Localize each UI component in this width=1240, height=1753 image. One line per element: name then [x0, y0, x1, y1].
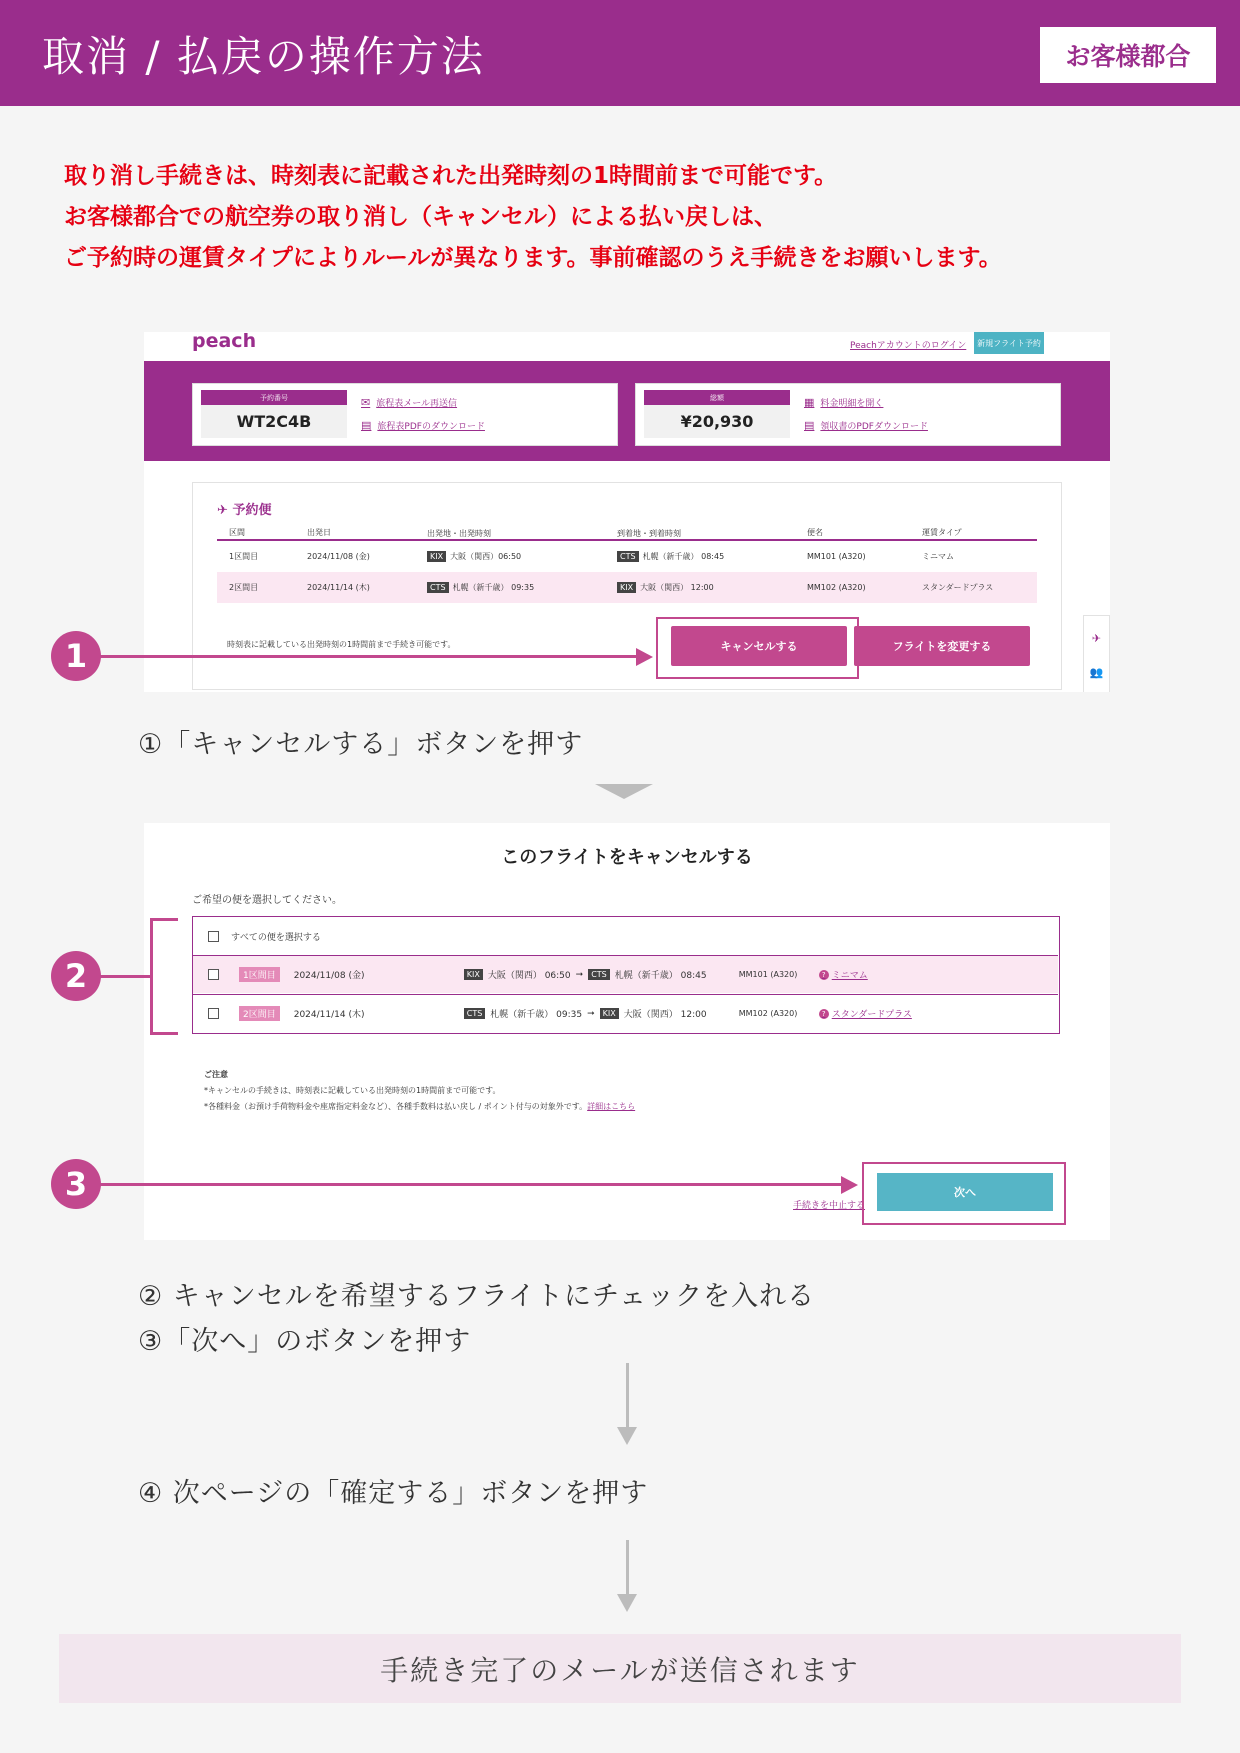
fare-cell: スタンダードプラス — [922, 583, 994, 592]
resend-itinerary-link[interactable] — [361, 396, 457, 409]
arrow-down-icon — [617, 1594, 637, 1612]
step-2-badge: 2 — [51, 951, 101, 1001]
column-header: 運賃タイプ — [922, 528, 962, 537]
column-header: 出発日 — [307, 528, 331, 537]
step-1-badge: 1 — [51, 631, 101, 681]
selection-bracket — [150, 918, 178, 1035]
note-item: *キャンセルの手続きは、時刻表に記載している出発時刻の1時間前まで可能です。 — [204, 1086, 501, 1095]
flight-checkbox[interactable] — [208, 969, 219, 980]
airport-code: CTS — [588, 969, 610, 980]
receipt-pdf-link[interactable] — [804, 419, 928, 432]
booking-number-value: WT2C4B — [201, 405, 347, 438]
airport-code: CTS — [617, 551, 639, 562]
airport-code: KIX — [464, 969, 483, 980]
flight-checkbox[interactable] — [208, 1008, 219, 1019]
route-cell: KIX 大阪（関西） 06:50 ➞ CTS 札幌（新千歳） 08:45 — [464, 968, 739, 981]
cancel-notes — [204, 1067, 635, 1115]
column-header: 区間 — [229, 528, 245, 537]
segment-tag: 1区間目 — [239, 967, 280, 982]
flow-arrow — [626, 1540, 629, 1595]
deadline-note: 時刻表に記載している出発時刻の1時間前まで手続き可能です。 — [227, 640, 456, 649]
help-icon: ? — [819, 1009, 829, 1019]
fare-link[interactable]: ? スタンダードプラス — [819, 1007, 912, 1020]
airport-code: CTS — [427, 582, 449, 593]
step-3-caption: ③「次へ」のボタンを押す — [138, 1326, 472, 1357]
segment-tag: 2区間目 — [239, 1006, 280, 1021]
table-row — [217, 541, 1037, 572]
intro-notice — [64, 156, 1002, 279]
step-2-caption: ② キャンセルを希望するフライトにチェックを入れる — [138, 1281, 816, 1312]
table-header — [217, 527, 1037, 541]
pointer-line — [99, 1183, 841, 1186]
route-cell: CTS 札幌（新千歳） 09:35 ➞ KIX 大阪（関西） 12:00 — [464, 1007, 739, 1020]
intro-line: ご予約時の運賃タイプによりルールが異なります。事前確認のうえ手続きをお願いします。 — [64, 245, 1002, 271]
step-3-badge: 3 — [51, 1159, 101, 1209]
receipt-icon: ▦ — [804, 396, 815, 409]
arrow-right-icon: ➞ — [587, 1008, 595, 1019]
arrow-down-icon — [617, 1427, 637, 1445]
pointer-line — [99, 655, 636, 658]
link-label: 料金明細を開く — [820, 399, 884, 409]
plane-icon: ✈ — [217, 503, 228, 518]
fare-cell: ミニマム — [922, 552, 954, 561]
flight-cell: MM102 (A320) — [738, 1009, 798, 1018]
booking-detail-screenshot — [144, 332, 1110, 692]
date-cell: 2024/11/08 (金) — [293, 971, 365, 981]
segment-cell: 2区間目 — [229, 583, 259, 592]
departure-cell: CTS 札幌（新千歳） 09:35 — [427, 582, 617, 593]
next-button-highlight — [862, 1162, 1066, 1225]
new-booking-button[interactable]: 新規フライト予約 — [974, 332, 1044, 354]
arrow-right-icon: ➞ — [575, 969, 584, 980]
side-tab[interactable] — [1083, 615, 1110, 692]
people-icon: 👥 — [1089, 666, 1104, 679]
reservation-title: ✈ 予約便 — [217, 503, 272, 518]
flight-row[interactable] — [193, 994, 1058, 1032]
arrival-cell: CTS 札幌（新千歳） 08:45 — [617, 551, 807, 562]
details-link[interactable]: 詳細はこちら — [587, 1102, 636, 1111]
intro-line: 取り消し手続きは、時刻表に記載された出発時刻の1時間前まで可能です。 — [64, 163, 838, 189]
total-amount-card — [635, 383, 1061, 446]
flight-selection-list — [192, 916, 1060, 1034]
cancel-button[interactable]: キャンセルする — [671, 626, 847, 666]
total-value: ¥20,930 — [644, 405, 790, 438]
flight-cell: MM101 (A320) — [738, 970, 798, 979]
category-badge: お客様都合 — [1040, 27, 1216, 83]
booking-number-label: 予約番号 — [201, 390, 347, 405]
flight-row[interactable] — [193, 955, 1058, 993]
mail-icon: ✉ — [361, 396, 371, 409]
notes-heading: ご注意 — [204, 1070, 228, 1079]
select-all-row[interactable] — [193, 917, 1058, 955]
intro-line: お客様都合での航空券の取り消し（キャンセル）による払い戻しは、 — [64, 204, 777, 230]
cancel-button-highlight — [656, 617, 859, 679]
link-label: 旅程表メール再送信 — [376, 399, 458, 409]
pointer-arrowhead — [841, 1176, 858, 1194]
reservation-panel — [192, 482, 1062, 690]
airport-code: CTS — [464, 1008, 486, 1019]
fare-details-link[interactable] — [804, 396, 883, 409]
booking-number-card — [192, 383, 618, 446]
peach-logo: peach — [192, 332, 257, 352]
completion-message: 手続き完了のメールが送信されます — [59, 1634, 1181, 1703]
link-label: 旅程表PDFのダウンロード — [377, 422, 485, 432]
airport-code: KIX — [617, 582, 636, 593]
date-cell: 2024/11/14 (木) — [293, 1010, 365, 1020]
login-link[interactable]: Peachアカウントのログイン — [850, 341, 967, 351]
note-item: *各種料金（お預け手荷物料金や座席指定料金など）、各種手数料は払い戻し / ポイント付与の対象外です。詳細はこちら — [204, 1102, 636, 1111]
pointer-arrowhead — [636, 648, 653, 666]
step-4-caption: ④ 次ページの「確定する」ボタンを押す — [138, 1478, 649, 1509]
help-icon: ? — [819, 970, 829, 980]
page-title: 取消 / 払戻の操作方法 — [42, 32, 485, 81]
document-icon: ▤ — [804, 419, 815, 432]
column-header: 便名 — [807, 528, 823, 537]
airport-code: KIX — [427, 551, 446, 562]
reservation-table — [217, 527, 1037, 603]
total-label: 総額 — [644, 390, 790, 405]
arrival-cell: KIX 大阪（関西） 12:00 — [617, 582, 807, 593]
segment-cell: 1区間目 — [229, 552, 259, 561]
plane-icon: ✈ — [1091, 632, 1102, 645]
flight-cell: MM101 (A320) — [807, 552, 866, 561]
table-row — [217, 572, 1037, 603]
itinerary-pdf-link[interactable] — [361, 419, 485, 432]
link-label: 領収書のPDFダウンロード — [820, 422, 928, 432]
select-all-label: すべての便を選択する — [231, 932, 321, 943]
abort-procedure-link[interactable]: 手続きを中止する — [793, 1201, 866, 1211]
column-header: 出発地・出発時刻 — [427, 528, 491, 538]
cancel-dialog-title: このフライトをキャンセルする — [501, 847, 753, 868]
next-button[interactable]: 次へ — [877, 1173, 1053, 1211]
chevron-down-icon — [595, 784, 653, 799]
change-flight-button[interactable]: フライトを変更する — [854, 626, 1030, 666]
step-1-caption: ①「キャンセルする」ボタンを押す — [138, 729, 584, 760]
flight-cell: MM102 (A320) — [807, 583, 866, 592]
column-header: 到着地・到着時刻 — [617, 528, 681, 538]
page-header — [0, 0, 1240, 106]
date-cell: 2024/11/08 (金) — [307, 552, 370, 561]
date-cell: 2024/11/14 (木) — [307, 583, 370, 592]
document-icon: ▤ — [361, 419, 372, 432]
fare-link[interactable]: ? ミニマム — [819, 968, 868, 981]
departure-cell: KIX 大阪（関西）06:50 — [427, 551, 617, 562]
pointer-line — [99, 975, 151, 978]
flow-arrow — [626, 1363, 629, 1428]
airport-code: KIX — [600, 1008, 619, 1019]
select-all-checkbox[interactable] — [208, 931, 219, 942]
select-prompt: ご希望の便を選択してください。 — [192, 895, 342, 906]
